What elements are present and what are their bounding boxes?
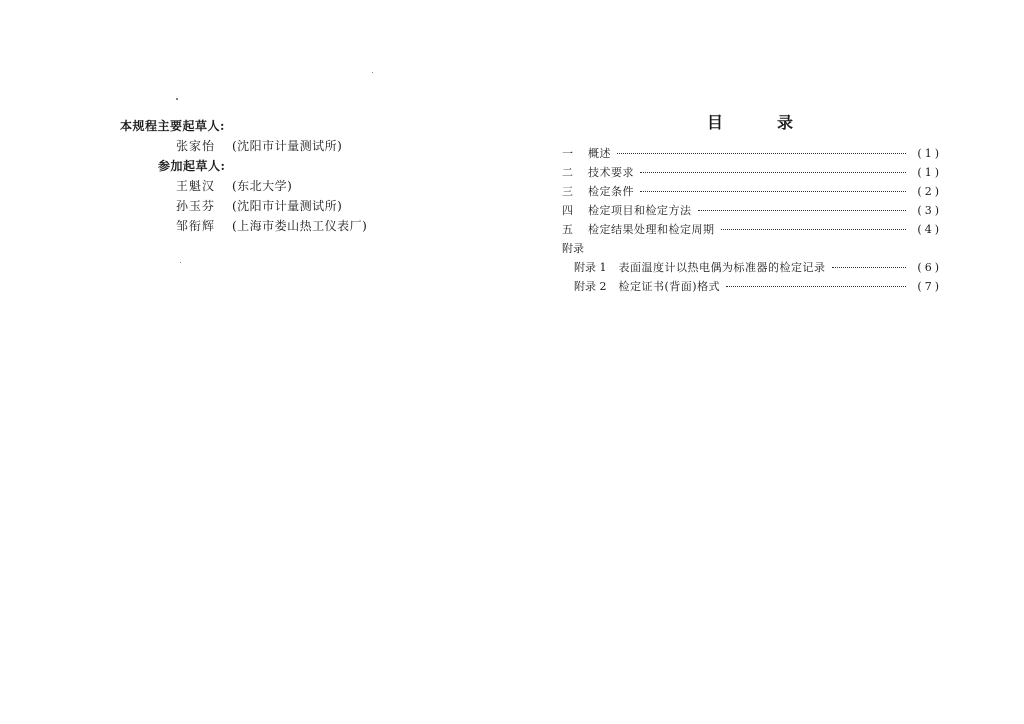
dot-leader xyxy=(698,210,907,211)
toc-appendix-entry[interactable] xyxy=(562,258,942,277)
dot-leader xyxy=(617,153,906,154)
drafter-name: 王魁汉 xyxy=(176,179,216,193)
toc-entry-number: 五 xyxy=(562,223,573,236)
scan-speck xyxy=(180,262,181,263)
toc-entry-label: 检定结果处理和检定周期 xyxy=(588,223,715,236)
toc-entry-page: (4) xyxy=(917,223,942,236)
toc-title: 目录 xyxy=(706,113,847,132)
drafter-entry xyxy=(120,176,367,196)
toc-entry-page: (3) xyxy=(917,204,942,217)
toc-entry[interactable] xyxy=(562,144,942,163)
appendix-heading: 附录 xyxy=(562,242,584,255)
appendix-page: (7) xyxy=(917,280,942,293)
drafter-name: 孙玉芬 xyxy=(176,199,216,213)
scan-speck xyxy=(176,98,178,100)
toc-entry-label: 检定条件 xyxy=(588,185,634,198)
scan-speck xyxy=(372,72,373,73)
toc-entry[interactable] xyxy=(562,182,942,201)
toc-entry-number: 四 xyxy=(562,204,573,217)
drafter-name: 张家怡 xyxy=(176,139,216,153)
toc-entry-page: (2) xyxy=(917,185,942,198)
toc-entry[interactable] xyxy=(562,220,942,239)
dot-leader xyxy=(721,229,907,230)
drafter-organization: (上海市娄山热工仪表厂) xyxy=(232,219,368,233)
appendix-number: 附录 2 xyxy=(574,280,607,293)
toc-entry-number: 三 xyxy=(562,185,573,198)
toc-entry-number: 二 xyxy=(562,166,573,179)
appendix-page: (6) xyxy=(917,261,942,274)
table-of-contents xyxy=(562,112,942,296)
appendix-label: 表面温度计以热电偶为标准器的检定记录 xyxy=(618,261,826,274)
toc-entry-label: 检定项目和检定方法 xyxy=(588,204,692,217)
appendix-label: 检定证书(背面)格式 xyxy=(618,280,721,293)
main-drafters-heading: 本规程主要起草人: xyxy=(120,119,225,133)
dot-leader xyxy=(640,191,906,192)
drafters-section xyxy=(120,116,367,236)
toc-appendix-entry[interactable] xyxy=(562,277,942,296)
drafter-organization: (沈阳市计量测试所) xyxy=(232,199,343,213)
drafter-name: 邹衔辉 xyxy=(176,219,216,233)
toc-entry-label: 技术要求 xyxy=(588,166,634,179)
toc-entry-label: 概述 xyxy=(588,147,611,160)
toc-entry-number: 一 xyxy=(562,147,573,160)
appendix-number: 附录 1 xyxy=(574,261,607,274)
toc-entry-page: (1) xyxy=(917,166,942,179)
dot-leader xyxy=(726,286,906,287)
toc-entry[interactable] xyxy=(562,201,942,220)
drafter-organization: (沈阳市计量测试所) xyxy=(232,139,343,153)
toc-entry-page: (1) xyxy=(917,147,942,160)
participating-drafters-heading: 参加起草人: xyxy=(158,159,226,173)
drafter-entry xyxy=(120,216,367,236)
drafter-organization: (东北大学) xyxy=(232,179,293,193)
dot-leader xyxy=(832,267,907,268)
toc-entry[interactable] xyxy=(562,163,942,182)
drafter-entry xyxy=(120,136,367,156)
drafter-entry xyxy=(120,196,367,216)
dot-leader xyxy=(640,172,906,173)
